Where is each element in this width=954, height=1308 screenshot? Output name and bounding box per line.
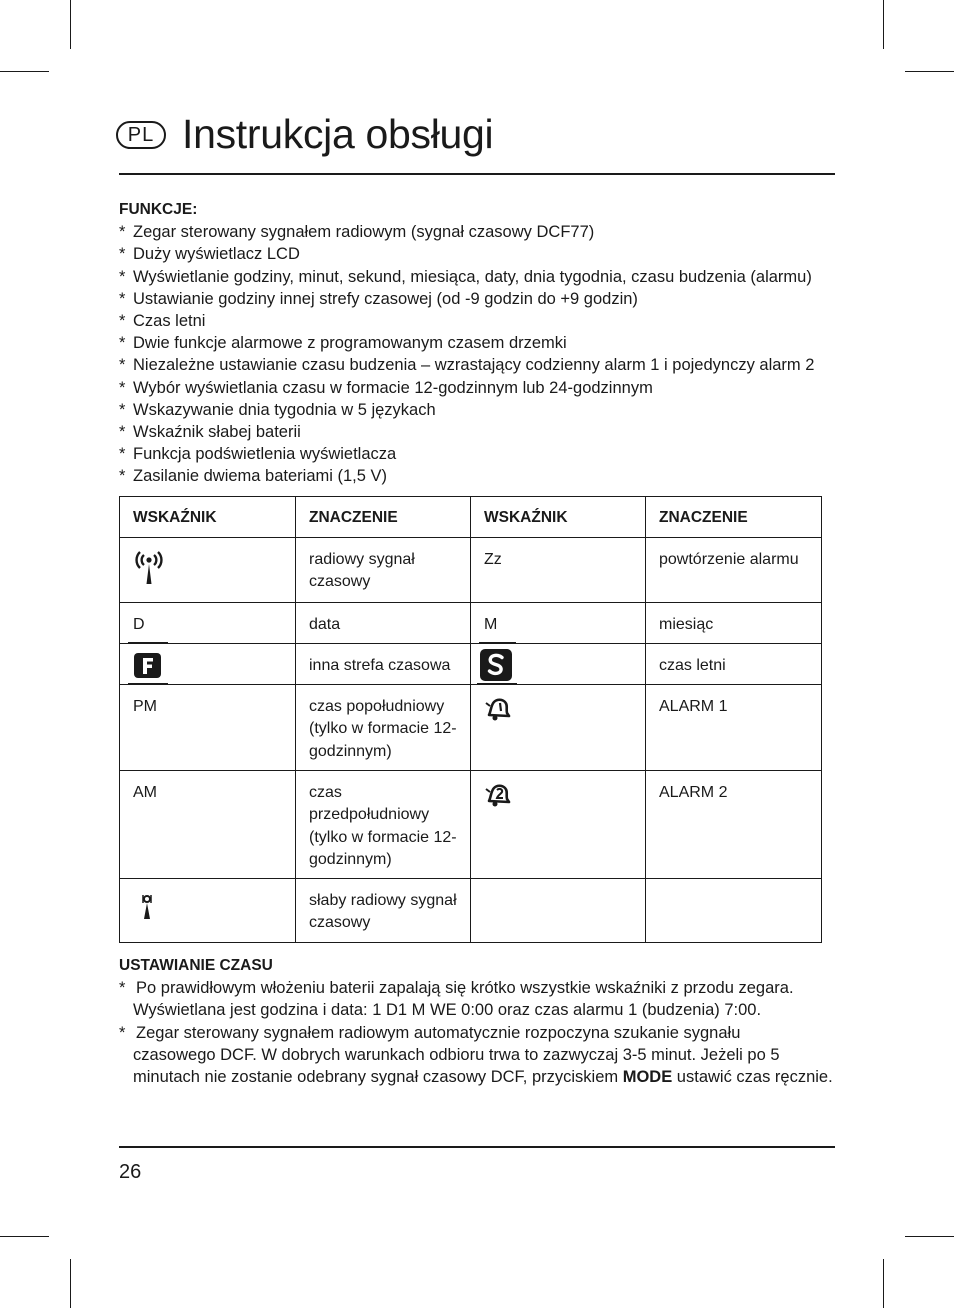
feature-item xyxy=(119,288,839,310)
bullet-star: * xyxy=(119,1023,126,1042)
radio-signal-icon xyxy=(134,548,164,586)
indicator-cell xyxy=(471,879,646,943)
bullet-star: * xyxy=(119,334,126,353)
feature-item xyxy=(119,221,839,243)
alarm-2-bell-icon xyxy=(484,781,514,809)
bullet-star: * xyxy=(119,223,126,242)
indicator-cell xyxy=(471,644,646,685)
table-row xyxy=(120,538,822,603)
table-row xyxy=(120,644,822,685)
day-indicator: D xyxy=(133,616,145,633)
indicator-cell xyxy=(120,644,296,685)
f-box-icon xyxy=(133,652,163,680)
meaning-cell: słaby radiowy sygnał czasowy xyxy=(296,879,471,943)
page-title: Instrukcja obsługi xyxy=(182,111,494,157)
feature-item xyxy=(119,310,839,332)
indicator-cell xyxy=(471,685,646,771)
meaning-cell xyxy=(646,879,822,943)
feature-text: Wskazywanie dnia tygodnia w 5 językach xyxy=(133,400,436,419)
indicator-cell xyxy=(120,879,296,943)
feature-text: Wybór wyświetlania czasu w formacie 12-godzinnym lub 24-godzinnym xyxy=(133,378,653,397)
crop-mark xyxy=(0,71,49,72)
table-header-cell: ZNACZENIE xyxy=(296,497,471,538)
month-indicator: M xyxy=(484,616,498,633)
feature-item xyxy=(119,399,839,421)
paragraph-line: Zegar sterowany sygnałem radiowym automatycznie rozpoczyna szukanie sygnału xyxy=(136,1023,741,1042)
crop-mark xyxy=(883,0,884,49)
bullet-star: * xyxy=(119,378,126,397)
indicator-underline xyxy=(128,683,168,684)
table-header-cell: WSKAŹNIK xyxy=(471,497,646,538)
list-item xyxy=(119,977,839,1021)
indicator-cell: PM xyxy=(120,685,296,771)
crop-mark xyxy=(905,71,954,72)
feature-text: Funkcja podświetlenia wyświetlacza xyxy=(133,445,397,464)
meaning-cell: czas popołudniowy (tylko w formacie 12-godzinnym) xyxy=(296,685,471,771)
indicator-table xyxy=(119,496,822,943)
bullet-star: * xyxy=(119,289,126,308)
meaning-cell: data xyxy=(296,603,471,644)
page-header xyxy=(116,108,836,168)
table-row xyxy=(120,771,822,879)
weak-signal-icon xyxy=(140,893,154,921)
time-setting-section xyxy=(119,955,839,1088)
table-header-row xyxy=(120,497,822,538)
table-row xyxy=(120,685,822,771)
table-row xyxy=(120,879,822,943)
bullet-star: * xyxy=(119,467,126,486)
paragraph-line: Po prawidłowym włożeniu baterii zapalają się krótko wszystkie wskaźniki z przodu zegara. xyxy=(136,979,794,998)
meaning-cell: ALARM 2 xyxy=(646,771,822,879)
mode-keyword: MODE xyxy=(622,1068,673,1087)
feature-text: Niezależne ustawianie czasu budzenia – wzrastający codzienny alarm 1 i pojedynczy alarm 2 xyxy=(133,356,815,375)
footer-divider xyxy=(119,1146,835,1148)
title-divider xyxy=(119,173,835,175)
meaning-cell: miesiąc xyxy=(646,603,822,644)
bullet-star: * xyxy=(119,423,126,442)
features-list xyxy=(119,221,839,487)
meaning-cell: ALARM 1 xyxy=(646,685,822,771)
feature-text: Wyświetlanie godziny, minut, sekund, miesiąca, daty, dnia tygodnia, czasu budzenia (alarmu) xyxy=(133,267,812,286)
bullet-star: * xyxy=(119,400,126,419)
paragraph-line: Wyświetlana jest godzina i data: 1 D1 M WE 0:00 oraz czas alarmu 1 (budzenia) 7:00. xyxy=(133,1001,762,1020)
feature-item xyxy=(119,266,839,288)
crop-mark xyxy=(70,0,71,49)
feature-text: Dwie funkcje alarmowe z programowanym czasem drzemki xyxy=(133,334,567,353)
table-header-cell: WSKAŹNIK xyxy=(120,497,296,538)
paragraph-line: minutach nie zostanie odebrany sygnał czasowy DCF, przyciskiem MODE ustawić czas ręcznie. xyxy=(133,1068,833,1087)
crop-mark xyxy=(70,1259,71,1308)
indicator-cell xyxy=(120,538,296,603)
bullet-star: * xyxy=(119,312,126,331)
feature-text: Wskaźnik słabej baterii xyxy=(133,423,301,442)
meaning-cell: inna strefa czasowa xyxy=(296,644,471,685)
feature-text: Zegar sterowany sygnałem radiowym (sygnał czasowy DCF77) xyxy=(133,223,595,242)
feature-item xyxy=(119,354,839,376)
meaning-cell: radiowy sygnał czasowy xyxy=(296,538,471,603)
language-badge: PL xyxy=(116,121,166,149)
feature-text: Czas letni xyxy=(133,312,206,331)
paragraph-line: czasowego DCF. W dobrych warunkach odbioru trwa to zazwyczaj 3-5 minut. Jeżeli po 5 xyxy=(133,1045,780,1064)
feature-item xyxy=(119,243,839,265)
bullet-star: * xyxy=(119,979,126,998)
bullet-star: * xyxy=(119,445,126,464)
time-setting-heading: USTAWIANIE CZASU xyxy=(119,957,273,974)
meaning-cell: powtórzenie alarmu xyxy=(646,538,822,603)
table-header-cell: ZNACZENIE xyxy=(646,497,822,538)
alarm-1-bell-icon xyxy=(484,695,512,723)
s-box-icon xyxy=(479,648,513,682)
bullet-star: * xyxy=(119,356,126,375)
features-section xyxy=(119,199,839,488)
feature-text: Duży wyświetlacz LCD xyxy=(133,245,300,264)
meaning-cell: czas przedpołudniowy (tylko w formacie 12-godzinnym) xyxy=(296,771,471,879)
crop-mark xyxy=(883,1259,884,1308)
indicator-cell: Zz xyxy=(471,538,646,603)
bullet-star: * xyxy=(119,245,126,264)
crop-mark xyxy=(0,1236,49,1237)
feature-item xyxy=(119,332,839,354)
indicator-cell xyxy=(471,771,646,879)
indicator-cell xyxy=(120,603,296,644)
features-heading: FUNKCJE: xyxy=(119,201,198,218)
meaning-cell: czas letni xyxy=(646,644,822,685)
list-item xyxy=(119,1022,839,1089)
indicator-cell: AM xyxy=(120,771,296,879)
feature-item xyxy=(119,421,839,443)
indicator-underline xyxy=(477,683,517,684)
feature-item xyxy=(119,443,839,465)
bullet-star: * xyxy=(119,267,126,286)
feature-item xyxy=(119,377,839,399)
crop-mark xyxy=(905,1236,954,1237)
feature-item xyxy=(119,465,839,487)
feature-text: Zasilanie dwiema bateriami (1,5 V) xyxy=(133,467,388,486)
page-number: 26 xyxy=(119,1161,142,1183)
feature-text: Ustawianie godziny innej strefy czasowej (od -9 godzin do +9 godzin) xyxy=(133,289,638,308)
table-row xyxy=(120,603,822,644)
indicator-cell xyxy=(471,603,646,644)
